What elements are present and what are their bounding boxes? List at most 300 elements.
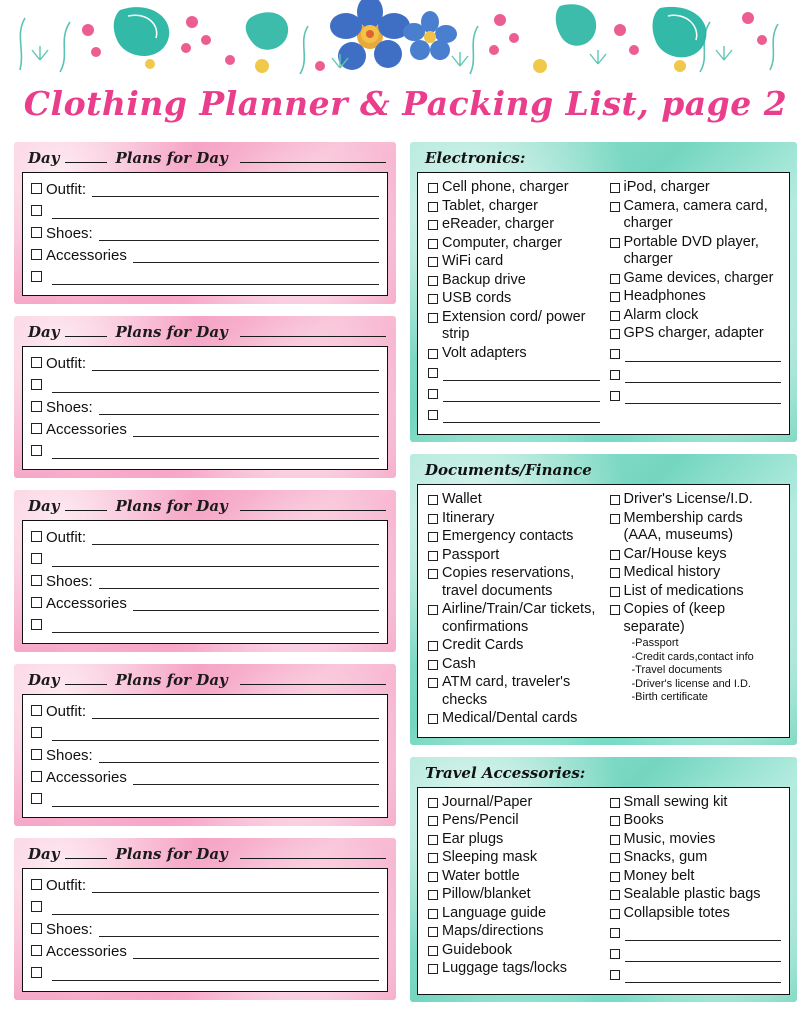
list-item (610, 905, 782, 923)
list-item (610, 270, 782, 288)
checkbox[interactable] (428, 313, 438, 323)
write-in-line[interactable] (52, 727, 379, 741)
sub-item: -Driver's license and I.D. (631, 677, 751, 690)
checkbox[interactable] (610, 370, 620, 380)
list-item (428, 528, 600, 546)
day-card (14, 490, 396, 652)
list-item-label: Language guide (442, 904, 547, 921)
checkbox[interactable] (31, 597, 42, 608)
write-in-line[interactable] (52, 205, 379, 219)
list-item (428, 794, 600, 812)
list-item (428, 831, 600, 849)
day-row (31, 570, 379, 589)
checkbox[interactable] (610, 349, 620, 359)
list-item-label: Cash (442, 655, 476, 672)
list-item-label: Maps/directions (442, 923, 544, 939)
day-row (31, 766, 379, 785)
day-card-header (22, 844, 388, 868)
electronics-body (417, 172, 790, 435)
row-label: Outfit: (46, 355, 87, 372)
checkbox[interactable] (610, 816, 620, 826)
checkbox[interactable] (31, 793, 42, 804)
list-item-label: List of medications (623, 582, 744, 599)
write-in-line[interactable] (99, 923, 379, 937)
write-in-line[interactable] (99, 575, 379, 589)
list-item (428, 886, 600, 904)
checkbox[interactable] (31, 271, 42, 282)
list-item (610, 564, 782, 582)
day-input-blank[interactable] (65, 150, 107, 163)
blank-list-item (610, 365, 782, 383)
checkbox[interactable] (610, 587, 620, 597)
plans-label: Plans for Day (115, 845, 228, 863)
list-item-label: Pens/Pencil (442, 812, 519, 828)
write-in-line[interactable] (625, 390, 782, 404)
checkbox[interactable] (428, 368, 438, 378)
checkbox[interactable] (428, 532, 438, 542)
checkbox[interactable] (428, 183, 438, 193)
day-row (31, 244, 379, 263)
day-card-body (22, 520, 388, 644)
write-in-line[interactable] (92, 183, 379, 197)
checkbox[interactable] (31, 575, 42, 586)
checkbox[interactable] (31, 553, 42, 564)
day-row (31, 418, 379, 437)
list-item-label: Music, movies (623, 830, 716, 847)
day-label: Day (28, 149, 60, 167)
row-label: Shoes: (46, 225, 93, 242)
day-cards-column (14, 142, 396, 1012)
checkbox[interactable] (610, 183, 620, 193)
day-card-header (22, 148, 388, 172)
list-item-label: Volt adapters (442, 344, 527, 361)
checkbox[interactable] (428, 605, 438, 615)
checkbox[interactable] (31, 249, 42, 260)
checkbox[interactable] (610, 853, 620, 863)
day-card-body (22, 172, 388, 296)
list-item-label: Credit Cards (442, 637, 524, 653)
checkbox[interactable] (428, 551, 438, 561)
documents-left-column (428, 491, 600, 729)
list-item-label: USB cords (442, 290, 512, 306)
checkbox[interactable] (31, 727, 42, 738)
list-item-label: Alarm clock (623, 306, 699, 323)
day-label: Day (28, 845, 60, 863)
list-item (428, 272, 600, 290)
list-item (610, 198, 782, 233)
day-card (14, 664, 396, 826)
checkbox[interactable] (610, 202, 620, 212)
checkbox[interactable] (428, 660, 438, 670)
write-in-line[interactable] (52, 553, 379, 567)
checkbox[interactable] (31, 879, 42, 890)
list-item-label: Airline/Train/Car tickets, confirmations (442, 601, 596, 635)
day-row (31, 722, 379, 741)
checkbox[interactable] (428, 495, 438, 505)
blank-list-item (610, 344, 782, 362)
list-item (428, 309, 600, 344)
list-item (428, 235, 600, 253)
write-in-line[interactable] (99, 749, 379, 763)
list-item (428, 710, 600, 728)
list-item-label: Itinerary (442, 509, 495, 526)
list-item-label: Membership cards (AAA, museums) (623, 509, 743, 543)
day-card-body (22, 694, 388, 818)
list-item (610, 288, 782, 306)
write-in-line[interactable] (52, 901, 379, 915)
write-in-line[interactable] (92, 705, 379, 719)
write-in-line[interactable] (52, 379, 379, 393)
write-in-line[interactable] (625, 948, 782, 962)
checkbox[interactable] (610, 292, 620, 302)
list-item (428, 510, 600, 528)
list-item (428, 868, 600, 886)
list-item-label: Copies of (keep separate) (623, 601, 726, 635)
travel-accessories-title: Travel Accessories: (425, 763, 586, 782)
list-item-label: Headphones (623, 288, 706, 304)
day-row (31, 700, 379, 719)
write-in-line[interactable] (52, 967, 379, 981)
electronics-right-column (610, 179, 782, 426)
day-input-blank[interactable] (65, 672, 107, 685)
day-row (31, 962, 379, 981)
documents-finance-title: Documents/Finance (425, 461, 592, 479)
write-in-line[interactable] (52, 793, 379, 807)
checkbox[interactable] (428, 872, 438, 882)
list-item (610, 886, 782, 904)
checkbox[interactable] (610, 970, 620, 980)
travel-left-column (428, 794, 600, 987)
checkbox[interactable] (428, 835, 438, 845)
day-row (31, 222, 379, 241)
blank-list-item (610, 944, 782, 962)
list-item-label: Medical/Dental cards (442, 710, 578, 726)
plans-input-blank[interactable] (240, 846, 386, 859)
checkbox[interactable] (428, 294, 438, 304)
list-item (610, 583, 782, 601)
list-item (428, 637, 600, 655)
checkbox[interactable] (31, 227, 42, 238)
list-item-label: Guidebook (442, 941, 513, 958)
list-item-label: Ear plugs (442, 830, 504, 847)
sub-item: -Travel documents (631, 664, 723, 676)
checkbox[interactable] (31, 705, 42, 716)
list-item (428, 812, 600, 830)
write-in-line[interactable] (133, 771, 379, 785)
blank-list-item (428, 363, 600, 381)
checkbox[interactable] (610, 311, 620, 321)
list-item (428, 905, 600, 923)
list-item-label: Portable DVD player, charger (623, 233, 759, 267)
list-item (610, 794, 782, 812)
day-card-header (22, 322, 388, 346)
day-label: Day (28, 671, 60, 689)
checkbox[interactable] (31, 423, 42, 434)
checkbox[interactable] (31, 379, 42, 390)
list-item (610, 868, 782, 886)
list-item (428, 849, 600, 867)
day-row (31, 396, 379, 415)
checkbox[interactable] (428, 220, 438, 230)
blank-list-item (610, 923, 782, 941)
checkbox[interactable] (31, 945, 42, 956)
write-in-line[interactable] (443, 388, 600, 402)
checkbox[interactable] (610, 890, 620, 900)
write-in-line[interactable] (52, 619, 379, 633)
list-item-label: iPod, charger (623, 179, 710, 195)
write-in-line[interactable] (99, 401, 379, 415)
checkbox[interactable] (428, 816, 438, 826)
list-item-label: Journal/Paper (442, 793, 533, 810)
checkbox[interactable] (31, 619, 42, 630)
list-item (610, 546, 782, 564)
day-row (31, 918, 379, 937)
checkbox[interactable] (428, 569, 438, 579)
checkbox[interactable] (428, 853, 438, 863)
list-item (610, 325, 782, 343)
checkbox[interactable] (31, 967, 42, 978)
day-row (31, 178, 379, 197)
checkbox[interactable] (610, 605, 620, 615)
day-card (14, 316, 396, 478)
write-in-line[interactable] (443, 367, 600, 381)
day-row (31, 788, 379, 807)
day-row (31, 744, 379, 763)
checkbox[interactable] (428, 946, 438, 956)
list-item (610, 510, 782, 545)
checkbox[interactable] (610, 872, 620, 882)
plans-input-blank[interactable] (240, 672, 386, 685)
list-item (428, 253, 600, 271)
checkbox[interactable] (610, 329, 620, 339)
day-row (31, 266, 379, 285)
blank-list-item (610, 965, 782, 983)
list-item-label: WiFi card (442, 253, 504, 269)
list-item-label: Pillow/blanket (442, 886, 531, 902)
write-in-line[interactable] (133, 249, 379, 263)
list-item (428, 674, 600, 709)
plans-input-blank[interactable] (240, 150, 386, 163)
day-input-blank[interactable] (65, 498, 107, 511)
day-row (31, 200, 379, 219)
checkbox[interactable] (428, 890, 438, 900)
day-row (31, 374, 379, 393)
write-in-line[interactable] (133, 945, 379, 959)
checkbox[interactable] (428, 202, 438, 212)
list-item (610, 234, 782, 269)
list-item-label: Money belt (623, 867, 695, 884)
row-label: Outfit: (46, 529, 87, 546)
day-row (31, 592, 379, 611)
checkbox[interactable] (428, 641, 438, 651)
checkbox[interactable] (428, 389, 438, 399)
list-item (610, 307, 782, 325)
write-in-line[interactable] (625, 969, 782, 983)
day-row (31, 548, 379, 567)
day-input-blank[interactable] (65, 324, 107, 337)
list-item (428, 923, 600, 941)
write-in-line[interactable] (443, 409, 600, 423)
checkbox[interactable] (428, 714, 438, 724)
list-item-label: Cell phone, charger (442, 179, 569, 195)
checkbox[interactable] (610, 391, 620, 401)
checkbox[interactable] (428, 276, 438, 286)
checkbox[interactable] (610, 514, 620, 524)
plans-input-blank[interactable] (240, 324, 386, 337)
list-item (428, 198, 600, 216)
checkbox[interactable] (610, 798, 620, 808)
list-item (428, 960, 600, 978)
day-label: Day (28, 497, 60, 515)
checkbox[interactable] (31, 901, 42, 912)
list-item-label: Emergency contacts (442, 528, 574, 544)
travel-right-column (610, 794, 782, 987)
list-item-label: Sleeping mask (442, 849, 538, 865)
write-in-line[interactable] (625, 348, 782, 362)
checkbox[interactable] (31, 183, 42, 194)
checkbox[interactable] (31, 531, 42, 542)
list-item (610, 812, 782, 830)
day-row (31, 896, 379, 915)
plans-label: Plans for Day (115, 497, 228, 515)
documents-right-column (610, 491, 782, 729)
list-item-label: Extension cord/ power strip (442, 308, 586, 342)
checkbox[interactable] (428, 514, 438, 524)
day-card-body (22, 868, 388, 992)
checkbox[interactable] (428, 239, 438, 249)
list-item (428, 216, 600, 234)
write-in-line[interactable] (52, 445, 379, 459)
day-card-header (22, 496, 388, 520)
write-in-line[interactable] (92, 357, 379, 371)
checkbox[interactable] (428, 964, 438, 974)
checklists-column (410, 142, 797, 1014)
list-item-label: Water bottle (442, 867, 520, 884)
day-row (31, 940, 379, 959)
day-input-blank[interactable] (65, 846, 107, 859)
list-item (610, 831, 782, 849)
list-item-label: GPS charger, adapter (623, 325, 764, 341)
day-row (31, 440, 379, 459)
row-label: Shoes: (46, 747, 93, 764)
list-item-label: Driver's License/I.D. (623, 491, 753, 507)
checkbox[interactable] (428, 349, 438, 359)
checkbox[interactable] (610, 274, 620, 284)
blank-list-item (428, 405, 600, 423)
checkbox[interactable] (31, 401, 42, 412)
list-item (428, 942, 600, 960)
row-label: Accessories (46, 595, 127, 612)
sub-item: -Passport (631, 637, 679, 649)
list-item-label: Books (623, 812, 664, 828)
row-label: Outfit: (46, 181, 87, 198)
list-item-label: ATM card, traveler's checks (442, 674, 571, 708)
row-label: Shoes: (46, 921, 93, 938)
list-item-label: Collapsible totes (623, 904, 730, 921)
day-card (14, 142, 396, 304)
plans-label: Plans for Day (115, 671, 228, 689)
checkbox[interactable] (428, 410, 438, 420)
checkbox[interactable] (31, 357, 42, 368)
row-label: Accessories (46, 769, 127, 786)
list-item-label: Backup drive (442, 271, 526, 288)
checkbox[interactable] (428, 927, 438, 937)
list-item-label: Car/House keys (623, 545, 727, 562)
row-label: Shoes: (46, 399, 93, 416)
row-label: Shoes: (46, 573, 93, 590)
list-item (428, 491, 600, 509)
checkbox[interactable] (428, 257, 438, 267)
checkbox[interactable] (31, 923, 42, 934)
list-item-label: eReader, charger (442, 216, 555, 232)
row-label: Outfit: (46, 703, 87, 720)
write-in-line[interactable] (52, 271, 379, 285)
list-item-label: Sealable plastic bags (623, 886, 761, 902)
checkbox[interactable] (610, 238, 620, 248)
list-item (610, 491, 782, 509)
checkbox[interactable] (428, 909, 438, 919)
checkbox[interactable] (610, 949, 620, 959)
sub-item: -Birth certificate (631, 691, 708, 703)
write-in-line[interactable] (625, 369, 782, 383)
write-in-line[interactable] (133, 423, 379, 437)
day-card-body (22, 346, 388, 470)
checkbox[interactable] (610, 568, 620, 578)
row-label: Accessories (46, 247, 127, 264)
electronics-left-column (428, 179, 600, 426)
day-card (14, 838, 396, 1000)
list-item-label: Game devices, charger (623, 269, 774, 286)
day-row (31, 874, 379, 893)
day-label: Day (28, 323, 60, 341)
checkbox[interactable] (31, 771, 42, 782)
plans-label: Plans for Day (115, 149, 228, 167)
documents-finance-card (410, 454, 797, 745)
write-in-line[interactable] (133, 597, 379, 611)
floral-header-banner (0, 0, 811, 80)
list-item-label: Passport (442, 546, 500, 563)
plans-input-blank[interactable] (240, 498, 386, 511)
day-row (31, 526, 379, 545)
checkbox[interactable] (610, 495, 620, 505)
electronics-title: Electronics: (425, 149, 526, 167)
list-item-label: Medical history (623, 564, 721, 580)
checkbox[interactable] (610, 928, 620, 938)
row-label: Outfit: (46, 877, 87, 894)
checkbox[interactable] (428, 678, 438, 688)
write-in-line[interactable] (99, 227, 379, 241)
list-item (428, 565, 600, 600)
checkbox[interactable] (428, 798, 438, 808)
list-item (610, 601, 782, 636)
checkbox[interactable] (31, 749, 42, 760)
write-in-line[interactable] (92, 531, 379, 545)
day-row (31, 614, 379, 633)
checkbox[interactable] (610, 909, 620, 919)
documents-finance-body (417, 484, 790, 738)
checkbox[interactable] (610, 835, 620, 845)
electronics-card (410, 142, 797, 442)
checkbox[interactable] (31, 445, 42, 456)
plans-label: Plans for Day (115, 323, 228, 341)
checkbox[interactable] (610, 550, 620, 560)
checkbox[interactable] (31, 205, 42, 216)
write-in-line[interactable] (625, 927, 782, 941)
day-card-header (22, 670, 388, 694)
list-item (610, 179, 782, 197)
write-in-line[interactable] (92, 879, 379, 893)
travel-accessories-card (410, 757, 797, 1003)
